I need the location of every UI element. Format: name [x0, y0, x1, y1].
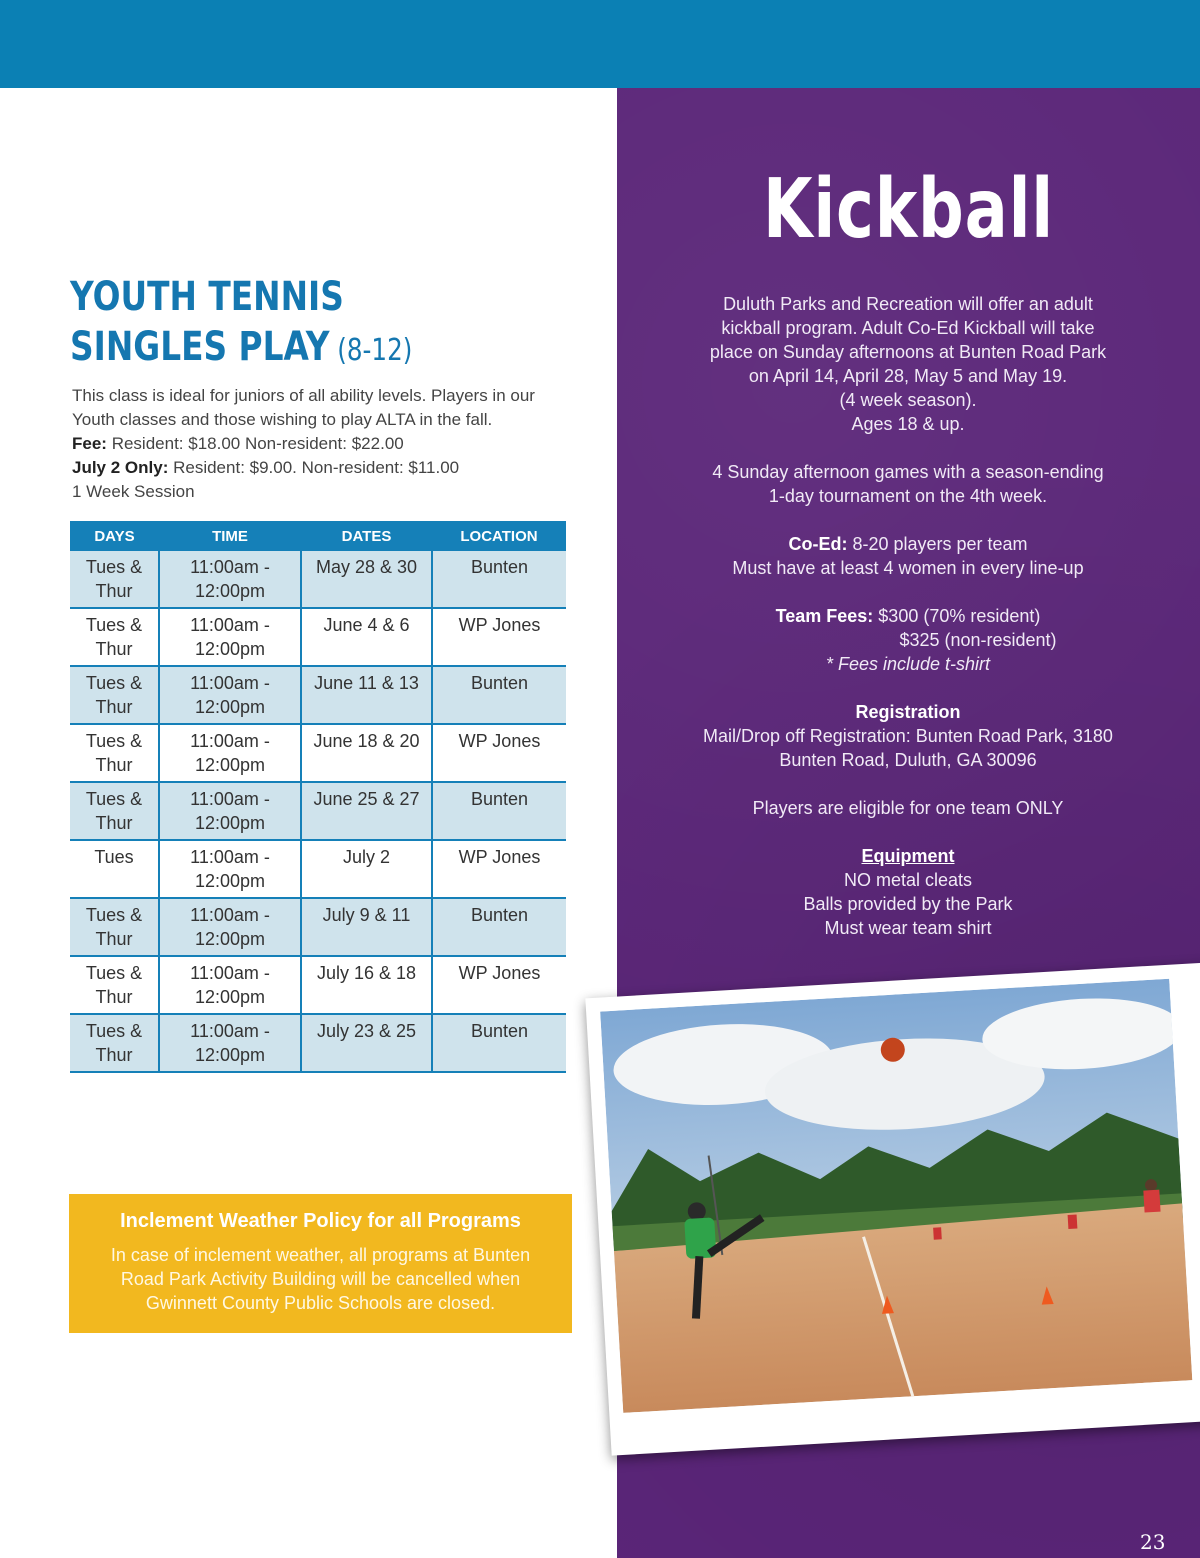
july-value: Resident: $9.00. Non-resident: $11.00 — [168, 458, 460, 477]
kickball-title: Kickball — [763, 162, 1054, 257]
cell-location: WP Jones — [432, 956, 566, 1014]
session-line: 1 Week Session — [72, 482, 195, 501]
cell-location: Bunten — [432, 782, 566, 840]
cell-time: 11:00am - 12:00pm — [159, 724, 301, 782]
cell-time: 11:00am - 12:00pm — [159, 666, 301, 724]
equipment-item: Must wear team shirt — [824, 918, 992, 938]
table-row — [70, 782, 566, 840]
table-row — [70, 898, 566, 956]
tennis-title-line1: YOUTH TENNIS — [70, 274, 344, 320]
cell-location: Bunten — [432, 666, 566, 724]
table-row — [70, 724, 566, 782]
cell-location: Bunten — [432, 551, 566, 608]
cell-time: 11:00am - 12:00pm — [159, 840, 301, 898]
cell-dates: July 9 & 11 — [301, 898, 432, 956]
fees-nonresident: $325 (non-resident) — [899, 630, 1057, 650]
registration-title: Registration — [855, 702, 961, 722]
tennis-title — [70, 272, 496, 376]
age-range: (8-12) — [329, 333, 413, 368]
kickball-details — [640, 292, 1176, 940]
coed-note: Must have at least 4 women in every line-up — [732, 558, 1084, 578]
weather-text: In case of inclement weather, all programs at Bunten Road Park Activity Building will be cancelled when Gwinnett County Public Schools are closed. — [110, 1245, 531, 1313]
fees-label: Team Fees: — [775, 606, 874, 626]
table-row — [70, 608, 566, 666]
header-time: TIME — [159, 521, 301, 551]
registration-line: Mail/Drop off Registration: Bunten Road Park, 3180 — [703, 726, 1113, 746]
cell-location: Bunten — [432, 898, 566, 956]
kickball-photo — [585, 962, 1200, 1455]
cell-dates: July 2 — [301, 840, 432, 898]
equipment-title: Equipment — [861, 846, 955, 866]
page-number: 23 — [1140, 1530, 1166, 1554]
cell-dates: June 4 & 6 — [301, 608, 432, 666]
intro-line: Ages 18 & up. — [851, 414, 965, 434]
weather-title: Inclement Weather Policy for all Programs — [120, 1210, 521, 1232]
cell-time: 11:00am - 12:00pm — [159, 608, 301, 666]
table-row — [70, 551, 566, 608]
desc-line: Youth classes and those wishing to play ALTA in the fall. — [72, 410, 493, 429]
table-header-row — [70, 521, 566, 551]
cell-days: Tues & Thur — [70, 956, 159, 1014]
coed-line — [640, 532, 1176, 556]
cell-days: Tues — [70, 840, 159, 898]
weather-policy-box — [69, 1194, 572, 1333]
july-label: July 2 Only: — [72, 458, 169, 477]
intro-line: (4 week season). — [839, 390, 977, 410]
cell-dates: June 18 & 20 — [301, 724, 432, 782]
fee-value: Resident: $18.00 Non-resident: $22.00 — [106, 434, 404, 453]
coed-label: Co-Ed: — [788, 534, 848, 554]
table-row — [70, 1014, 566, 1072]
table-row — [70, 956, 566, 1014]
fees-resident: $300 (70% resident) — [873, 606, 1041, 626]
table-row — [70, 840, 566, 898]
cell-dates: June 11 & 13 — [301, 666, 432, 724]
fee-label: Fee: — [72, 434, 107, 453]
registration-line: Bunten Road, Duluth, GA 30096 — [779, 750, 1037, 770]
cell-location: WP Jones — [432, 608, 566, 666]
header-days: DAYS — [70, 521, 159, 551]
top-color-bar — [0, 0, 1200, 88]
cell-days: Tues & Thur — [70, 1014, 159, 1072]
header-location: LOCATION — [432, 521, 566, 551]
july-fee-line — [72, 456, 572, 480]
cell-days: Tues & Thur — [70, 551, 159, 608]
cell-dates: July 16 & 18 — [301, 956, 432, 1014]
cell-dates: June 25 & 27 — [301, 782, 432, 840]
equipment-item: Balls provided by the Park — [803, 894, 1013, 914]
equipment-item: NO metal cleats — [843, 870, 973, 890]
schedule-table — [70, 521, 566, 1073]
eligibility-note: Players are eligible for one team ONLY — [752, 798, 1064, 818]
coed-value: 8-20 players per team — [847, 534, 1028, 554]
intro-line: Duluth Parks and Recreation will offer an adult — [723, 294, 1093, 314]
cell-location: WP Jones — [432, 840, 566, 898]
cell-location: WP Jones — [432, 724, 566, 782]
intro-line: place on Sunday afternoons at Bunten Road Park — [709, 342, 1107, 362]
cell-days: Tues & Thur — [70, 898, 159, 956]
cell-location: Bunten — [432, 1014, 566, 1072]
cell-days: Tues & Thur — [70, 724, 159, 782]
games-line: 4 Sunday afternoon games with a season-ending — [712, 462, 1104, 482]
cell-time: 11:00am - 12:00pm — [159, 956, 301, 1014]
cell-dates: July 23 & 25 — [301, 1014, 432, 1072]
desc-line: This class is ideal for juniors of all ability levels. Players in our — [72, 386, 535, 405]
games-line: 1-day tournament on the 4th week. — [768, 486, 1048, 506]
fees-line — [640, 604, 1176, 628]
cell-dates: May 28 & 30 — [301, 551, 432, 608]
cell-time: 11:00am - 12:00pm — [159, 1014, 301, 1072]
kickball-game-image — [600, 979, 1192, 1413]
fee-line — [72, 432, 572, 456]
cell-days: Tues & Thur — [70, 782, 159, 840]
intro-line: kickball program. Adult Co-Ed Kickball will take — [721, 318, 1095, 338]
cell-time: 11:00am - 12:00pm — [159, 898, 301, 956]
header-dates: DATES — [301, 521, 432, 551]
fees-note: * Fees include t-shirt — [825, 654, 991, 674]
cell-days: Tues & Thur — [70, 608, 159, 666]
tennis-title-line2: SINGLES PLAY (8-12) — [70, 324, 413, 370]
table-row — [70, 666, 566, 724]
cell-days: Tues & Thur — [70, 666, 159, 724]
cell-time: 11:00am - 12:00pm — [159, 782, 301, 840]
cell-time: 11:00am - 12:00pm — [159, 551, 301, 608]
tennis-description — [72, 384, 572, 504]
intro-line: on April 14, April 28, May 5 and May 19. — [748, 366, 1068, 386]
